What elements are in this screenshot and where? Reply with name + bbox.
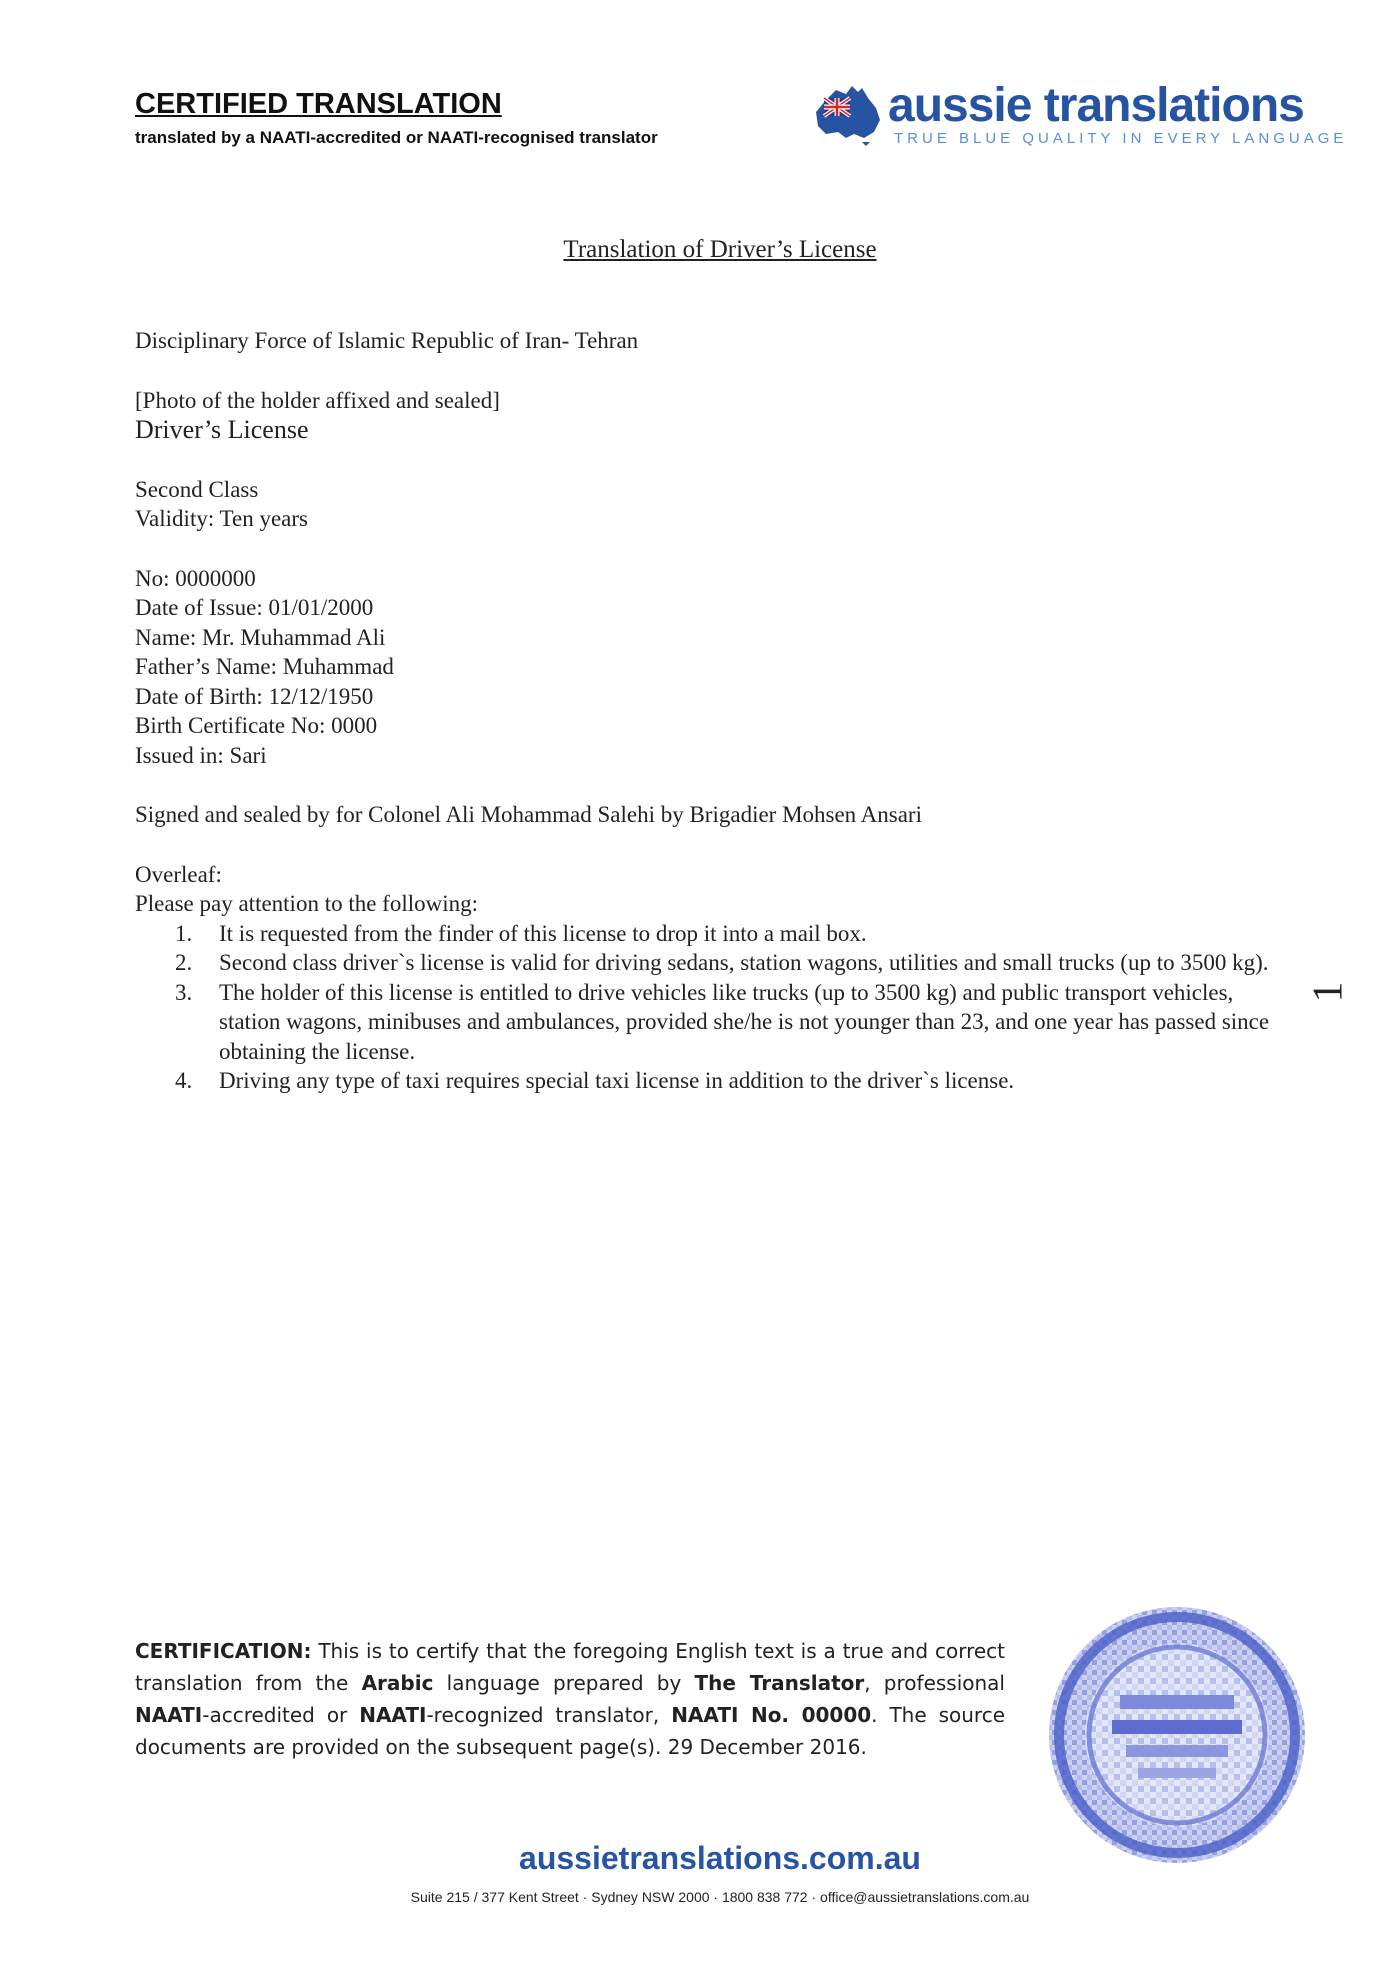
- certification-text: -accredited or: [202, 1703, 360, 1727]
- overleaf-label: Overleaf:: [135, 861, 222, 887]
- field-number: No: 0000000: [135, 565, 256, 591]
- translator-seal-stamp: [1042, 1600, 1312, 1870]
- list-item: [135, 919, 1294, 949]
- license-validity: Validity: Ten years: [135, 506, 308, 531]
- list-item-text: The holder of this license is entitled to drive vehicles like trucks (up to 3500 kg) and public transport vehicles, station wagons, minibuses and ambulances, provided she/he is not younger than 23, and one year has passed since obtaining the license.: [219, 979, 1270, 1064]
- signature-statement: Signed and sealed by for Colonel Ali Mohammad Salehi by Brigadier Mohsen Ansari: [135, 802, 922, 827]
- attention-label: Please pay attention to the following:: [135, 891, 479, 916]
- list-item-number: 2.: [175, 950, 193, 975]
- list-item-text: Driving any type of taxi requires special taxi license in addition to the driver`s license.: [219, 1068, 1015, 1093]
- issuing-authority: Disciplinary Force of Islamic Republic of Iran- Tehran: [135, 328, 639, 353]
- translator-accreditation-note: translated by a NAATI-accredited or NAATI-recognised translator: [135, 128, 658, 147]
- source-language: Arabic: [361, 1671, 434, 1695]
- certification-statement: [135, 1635, 1005, 1763]
- naati-number: NAATI No. 00000: [671, 1703, 872, 1727]
- logo-tagline: TRUE BLUE QUALITY IN EVERY LANGUAGE: [894, 130, 1348, 147]
- list-item-text: Second class driver`s license is valid for driving sedans, station wagons, utilities and small trucks (up to 3500 kg).: [219, 950, 1269, 975]
- field-fathers-name: Father’s Name: Muhammad: [135, 654, 394, 679]
- list-item-number: 1.: [175, 920, 193, 946]
- website-link[interactable]: aussietranslations.com.au: [519, 1840, 921, 1876]
- aussie-translations-logo: [812, 79, 1348, 160]
- list-item: [135, 978, 1294, 1067]
- license-class: Second Class: [135, 476, 259, 502]
- list-item-number: 4.: [175, 1068, 193, 1093]
- naati-mention: NAATI: [135, 1703, 203, 1727]
- field-name: Name: Mr. Muhammad Ali: [135, 624, 386, 650]
- certification-label: CERTIFICATION:: [135, 1639, 312, 1663]
- certified-translation-heading: CERTIFIED TRANSLATION: [135, 88, 502, 120]
- naati-mention: NAATI: [359, 1703, 427, 1727]
- document-title: [0, 236, 1400, 264]
- translation-body: [135, 326, 1285, 1096]
- field-date-of-birth: Date of Birth: 12/12/1950: [135, 683, 374, 709]
- list-item-number: 3.: [175, 979, 193, 1005]
- certification-text: . The source documents are provided on the subsequent page(s). 29 December 2016.: [135, 1703, 1005, 1759]
- translator-name: The Translator: [694, 1671, 865, 1695]
- document-title-text: Translation of Driver’s License: [563, 236, 877, 263]
- license-heading: Driver’s License: [135, 415, 309, 444]
- field-date-of-issue: Date of Issue: 01/01/2000: [135, 595, 374, 620]
- page-number: 1: [1305, 981, 1352, 1003]
- logo-wordmark: aussie translations: [888, 79, 1304, 132]
- list-item-text: It is requested from the finder of this license to drop it into a mail box.: [219, 920, 867, 946]
- certification-text: This is to certify that the foregoing English text is a true and correct translation from the: [135, 1639, 1005, 1695]
- certification-text: , professional: [864, 1671, 1005, 1695]
- certification-text: -recognized translator,: [426, 1703, 672, 1727]
- field-issued-in: Issued in: Sari: [135, 742, 267, 768]
- certification-text: language prepared by: [433, 1671, 695, 1695]
- list-item: [135, 1066, 1294, 1096]
- australia-map-icon: [812, 82, 884, 146]
- field-birth-certificate-no: Birth Certificate No: 0000: [135, 713, 378, 738]
- overleaf-notes-list: [135, 919, 1285, 1096]
- company-address: Suite 215 / 377 Kent Street · Sydney NSW 2000 · 1800 838 772 · office@aussietranslations.com.au: [410, 1889, 1030, 1905]
- list-item: [135, 948, 1294, 978]
- photo-note: [Photo of the holder affixed and sealed]: [135, 387, 500, 413]
